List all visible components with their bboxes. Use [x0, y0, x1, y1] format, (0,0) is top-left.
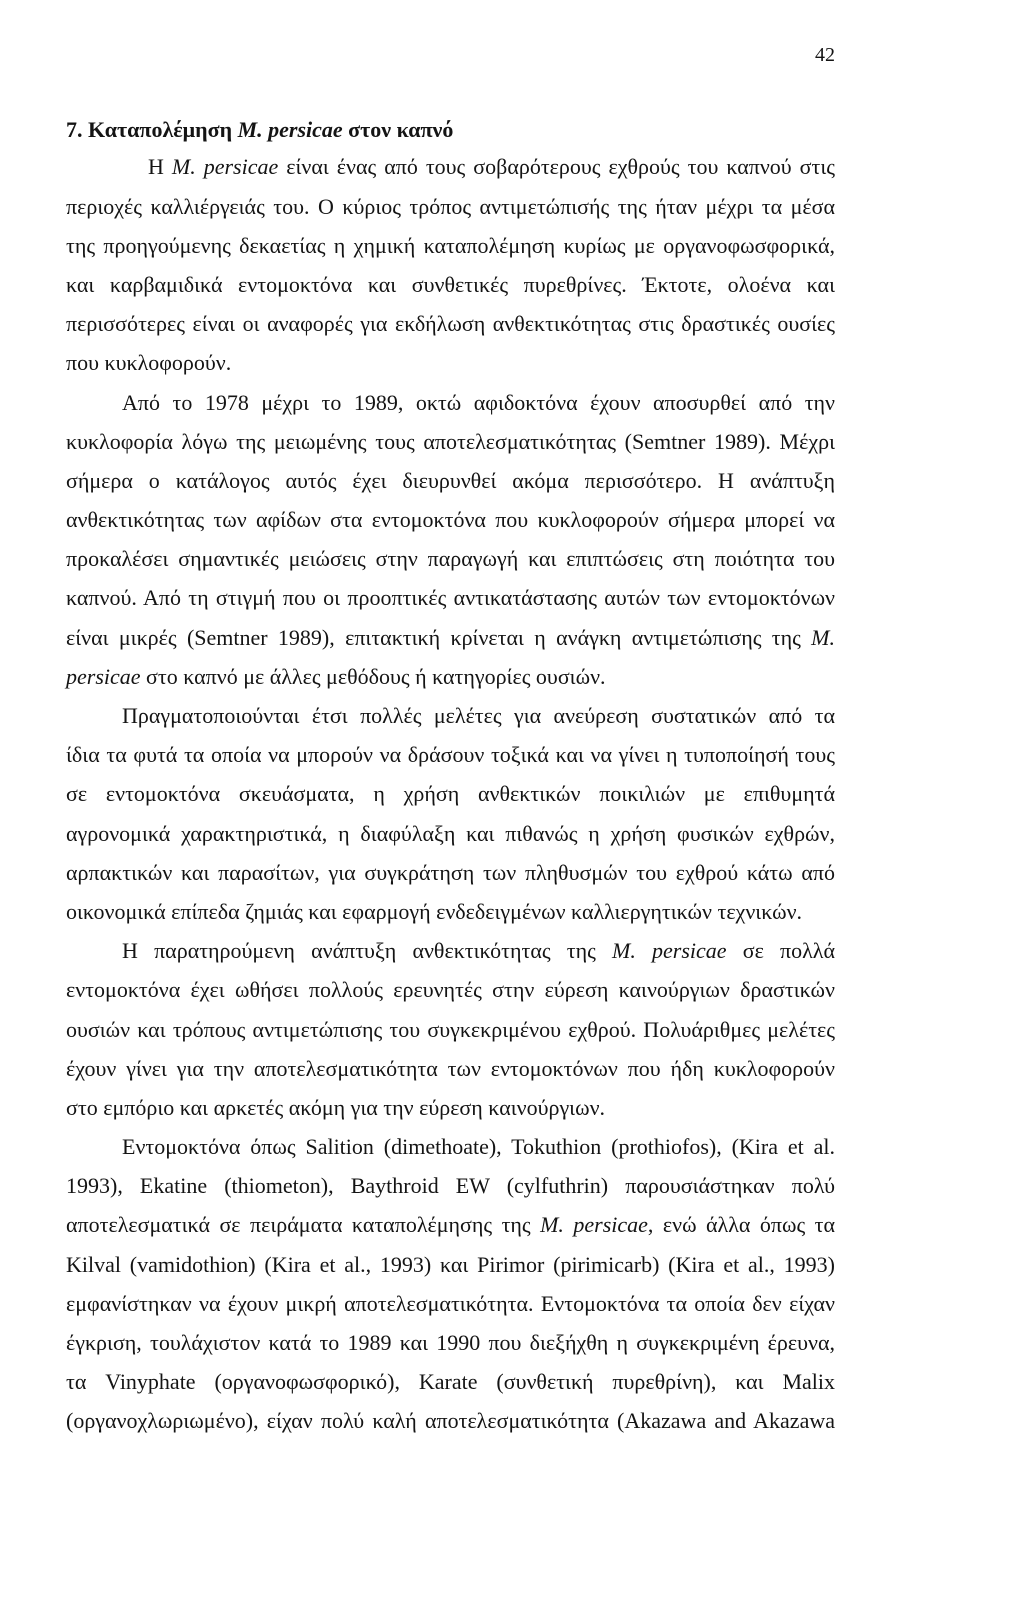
text-line	[66, 931, 835, 970]
text-line	[66, 1245, 835, 1284]
heading-text: στον καπνό	[342, 117, 454, 143]
text-line	[66, 500, 835, 539]
text-line	[66, 265, 835, 304]
text-line	[66, 1401, 835, 1440]
text-line	[66, 657, 835, 696]
text-segment: Kilval (vamidothion) (Kira et al., 1993) και Pirimor (pirimicarb) (Kira et al., 1993)	[66, 1251, 835, 1277]
text-line	[66, 970, 835, 1009]
text-line	[66, 1205, 835, 1244]
text-line	[66, 539, 835, 578]
text-segment: στο καπνό με άλλες μεθόδους ή κατηγορίες ουσιών.	[140, 663, 606, 689]
text-line	[66, 892, 835, 931]
body-text	[66, 147, 835, 1440]
text-line	[66, 343, 835, 382]
section-heading	[66, 110, 453, 149]
text-line	[66, 226, 835, 265]
text-line	[66, 774, 835, 813]
text-segment: και καρβαμιδικά εντομοκτόνα και συνθετικές πυρεθρίνες. Έκτοτε, ολοένα και	[66, 271, 835, 297]
paragraph	[66, 931, 835, 1127]
species-name: M. persicae	[612, 938, 727, 964]
text-segment: (οργανοχλωριωμένο), είχαν πολύ καλή αποτελεσματικότητα (Akazawa and Akazawa	[66, 1408, 835, 1434]
text-line	[66, 1088, 835, 1127]
page-number: 42	[815, 44, 835, 66]
species-name: M.	[811, 624, 835, 650]
text-line	[66, 1049, 835, 1088]
text-segment: σήμερα ο κατάλογος αυτός έχει διευρυνθεί ακόμα περισσότερο. Η ανάπτυξη	[66, 467, 835, 493]
text-segment: σε πολλά	[726, 938, 835, 964]
paragraph	[66, 1127, 835, 1441]
text-segment: εντομοκτόνα έχει ωθήσει πολλούς ερευνητές στην εύρεση καινούργιων δραστικών	[66, 977, 835, 1003]
species-name: M. persicae	[171, 154, 279, 180]
text-segment: τα Vinyphate (οργανοφωσφορικό), Karate (συνθετική πυρεθρίνη), και Malix	[66, 1369, 835, 1395]
text-segment: είναι μικρές (Semtner 1989), επιτακτική κρίνεται η ανάγκη αντιμετώπισης της	[66, 624, 812, 650]
text-segment: ουσιών και τρόπους αντιμετώπισης του συγκεκριμένου εχθρού. Πολυάριθμες μελέτες	[66, 1016, 835, 1042]
text-line	[66, 187, 835, 226]
text-line	[66, 461, 835, 500]
text-segment: Από το 1978 μέχρι το 1989, οκτώ αφιδοκτόνα έχουν αποσυρθεί από την	[122, 389, 835, 415]
species-name: persicae	[66, 663, 141, 689]
text-segment: έγκριση, τουλάχιστον κατά το 1989 και 1990 που διεξήχθη η συγκεκριμένη έρευνα,	[66, 1330, 835, 1356]
text-segment: στο εμπόριο και αρκετές ακόμη για την εύρεση καινούργιων.	[66, 1094, 606, 1120]
text-segment: προκαλέσει σημαντικές μειώσεις στην παραγωγή και επιπτώσεις στη ποιότητα του	[66, 546, 835, 572]
species-name: M. persicae	[237, 117, 343, 143]
text-line	[66, 147, 835, 186]
text-line	[66, 618, 835, 657]
text-line	[66, 1127, 835, 1166]
text-line	[66, 1010, 835, 1049]
text-segment: έχουν γίνει για την αποτελεσματικότητα των εντομοκτόνων που ήδη κυκλοφορούν	[66, 1055, 835, 1081]
text-line	[66, 578, 835, 617]
text-segment: οικονομικά επίπεδα ζημιάς και εφαρμογή ενδεδειγμένων καλλιεργητικών τεχνικών.	[66, 898, 803, 924]
text-line	[66, 304, 835, 343]
heading-text: 7. Καταπολέμηση	[66, 117, 238, 143]
text-segment: ίδια τα φυτά τα οποία να μπορούν να δράσουν τοξικά και να γίνει η τυποποίησή τους	[66, 742, 835, 768]
text-line	[66, 1166, 835, 1205]
text-line	[66, 735, 835, 774]
text-line	[66, 696, 835, 735]
paragraph	[66, 383, 835, 697]
text-segment: Πραγματοποιούνται έτσι πολλές μελέτες για ανεύρεση συστατικών από τα	[122, 703, 835, 729]
text-segment: καπνού. Από τη στιγμή που οι προοπτικές αντικατάστασης αυτών των εντομοκτόνων	[66, 585, 835, 611]
paragraph	[66, 696, 835, 931]
text-segment: Εντομοκτόνα όπως Salition (dimethoate), Tokuthion (prothiofos), (Kira et al.	[122, 1134, 835, 1160]
text-segment: της προηγούμενης δεκαετίας η χημική καταπολέμηση κυρίως με οργανοφωσφορικά,	[66, 232, 835, 258]
text-segment: ανθεκτικότητας των αφίδων στα εντομοκτόνα που κυκλοφορούν σήμερα μπορεί να	[66, 507, 835, 533]
text-segment: αγρονομικά χαρακτηριστικά, η διαφύλαξη και πιθανώς η χρήση φυσικών εχθρών,	[66, 820, 835, 846]
text-segment: Η	[148, 154, 172, 180]
text-line	[66, 853, 835, 892]
text-line	[66, 1362, 835, 1401]
text-line	[66, 1323, 835, 1362]
text-line	[66, 814, 835, 853]
text-line	[66, 383, 835, 422]
text-segment: , ενώ άλλα όπως τα	[647, 1212, 835, 1238]
text-segment: περισσότερες είναι οι αναφορές για εκδήλωση ανθεκτικότητας στις δραστικές ουσίες	[66, 311, 835, 337]
text-segment: είναι ένας από τους σοβαρότερους εχθρούς του καπνού στις	[278, 154, 836, 180]
paragraph	[66, 147, 835, 382]
text-segment: που κυκλοφορούν.	[66, 350, 232, 376]
text-segment: Η παρατηρούμενη ανάπτυξη ανθεκτικότητας της	[122, 938, 612, 964]
text-segment: κυκλοφορία λόγω της μειωμένης τους αποτελεσματικότητας (Semtner 1989). Μέχρι	[66, 428, 835, 454]
text-segment: σε εντομοκτόνα σκευάσματα, η χρήση ανθεκτικών ποικιλιών με επιθυμητά	[66, 781, 835, 807]
text-segment: περιοχές καλλιέργειάς του. Ο κύριος τρόπος αντιμετώπισής της ήταν μέχρι τα μέσα	[66, 193, 835, 219]
text-segment: αποτελεσματικά σε πειράματα καταπολέμησης της	[66, 1212, 541, 1238]
text-segment: 1993), Ekatine (thiometon), Baythroid EW (cylfuthrin) παρουσιάστηκαν πολύ	[66, 1173, 835, 1199]
text-segment: αρπακτικών και παρασίτων, για συγκράτηση των πληθυσμών του εχθρού κάτω από	[66, 859, 835, 885]
text-segment: εμφανίστηκαν να έχουν μικρή αποτελεσματικότητα. Εντομοκτόνα τα οποία δεν είχαν	[66, 1290, 835, 1316]
species-name: M. persicae	[540, 1212, 648, 1238]
text-line	[66, 1284, 835, 1323]
text-line	[66, 422, 835, 461]
